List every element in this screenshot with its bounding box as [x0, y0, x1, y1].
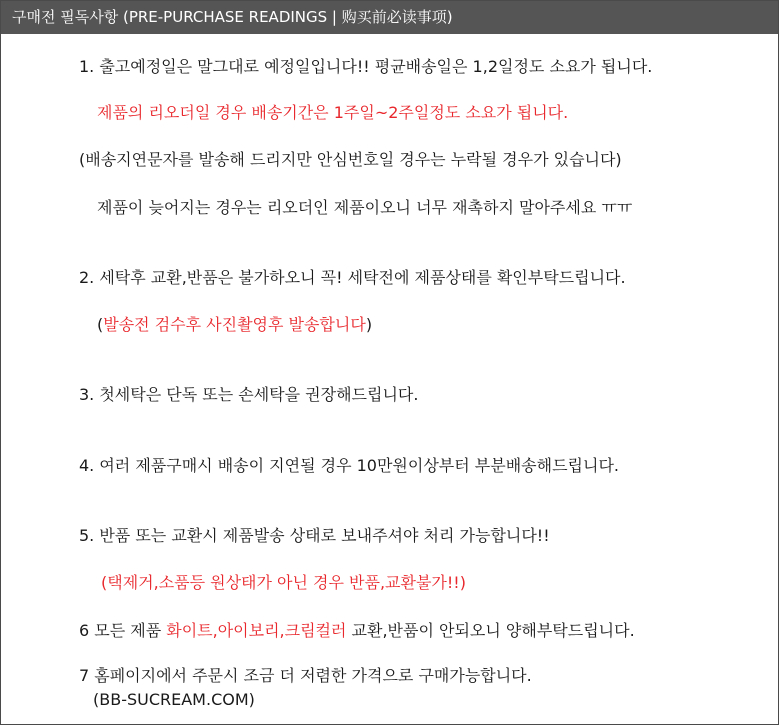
notice-5-return-condition: 5. 반품 또는 교환시 제품발송 상태로 보내주셔야 처리 가능합니다!!	[79, 526, 550, 545]
notice-1-shipping-date: 1. 출고예정일은 말그대로 예정일입니다!! 평균배송일은 1,2일정도 소요가 됩니다.	[79, 57, 653, 76]
notice-3-first-wash: 3. 첫세탁은 단독 또는 손세탁을 권장해드립니다.	[79, 385, 419, 404]
color-policy-prefix: 6 모든 제품	[79, 621, 167, 640]
notice-2-inspection-note	[97, 314, 372, 336]
inspection-text: 발송전 검수후 사진촬영후 발송합니다	[103, 315, 366, 334]
color-policy-colors: 화이트,아이보리,크림컬러	[166, 621, 347, 640]
notice-7-site-address: (BB-SUCREAM.COM)	[93, 690, 255, 709]
paren-close: )	[365, 315, 373, 334]
notice-1-sms-note: (배송지연문자를 발송해 드리지만 안심번호일 경우는 누락될 경우가 있습니다)	[79, 150, 622, 169]
notice-1-reorder-warning: 제품의 리오더일 경우 배송기간은 1주일~2주일정도 소요가 됩니다.	[97, 103, 569, 122]
notice-6-color-policy	[79, 620, 635, 642]
paren-open: (	[97, 315, 104, 334]
notice-5-return-warning: (택제거,소품등 원상태가 아닌 경우 반품,교환불가!!)	[101, 573, 466, 592]
notice-2-washing-policy: 2. 세탁후 교환,반품은 불가하오니 꼭! 세탁전에 제품상태를 확인부탁드립니다.	[79, 268, 626, 287]
notice-1-delay-note: 제품이 늦어지는 경우는 리오더인 제품이오니 너무 재촉하지 말아주세요 ㅠㅠ	[97, 198, 633, 217]
notice-4-partial-shipping: 4. 여러 제품구매시 배송이 지연될 경우 10만원이상부터 부분배송해드립니다.	[79, 456, 619, 475]
header-bar	[1, 1, 778, 34]
page-title: 구매전 필독사항 (PRE-PURCHASE READINGS | 购买前必读事项)	[12, 8, 453, 26]
color-policy-suffix: 교환,반품이 안되오니 양해부탁드립니다.	[346, 621, 635, 640]
notice-7-homepage-discount: 7 홈페이지에서 주문시 조금 더 저렴한 가격으로 구매가능합니다.	[79, 666, 532, 685]
